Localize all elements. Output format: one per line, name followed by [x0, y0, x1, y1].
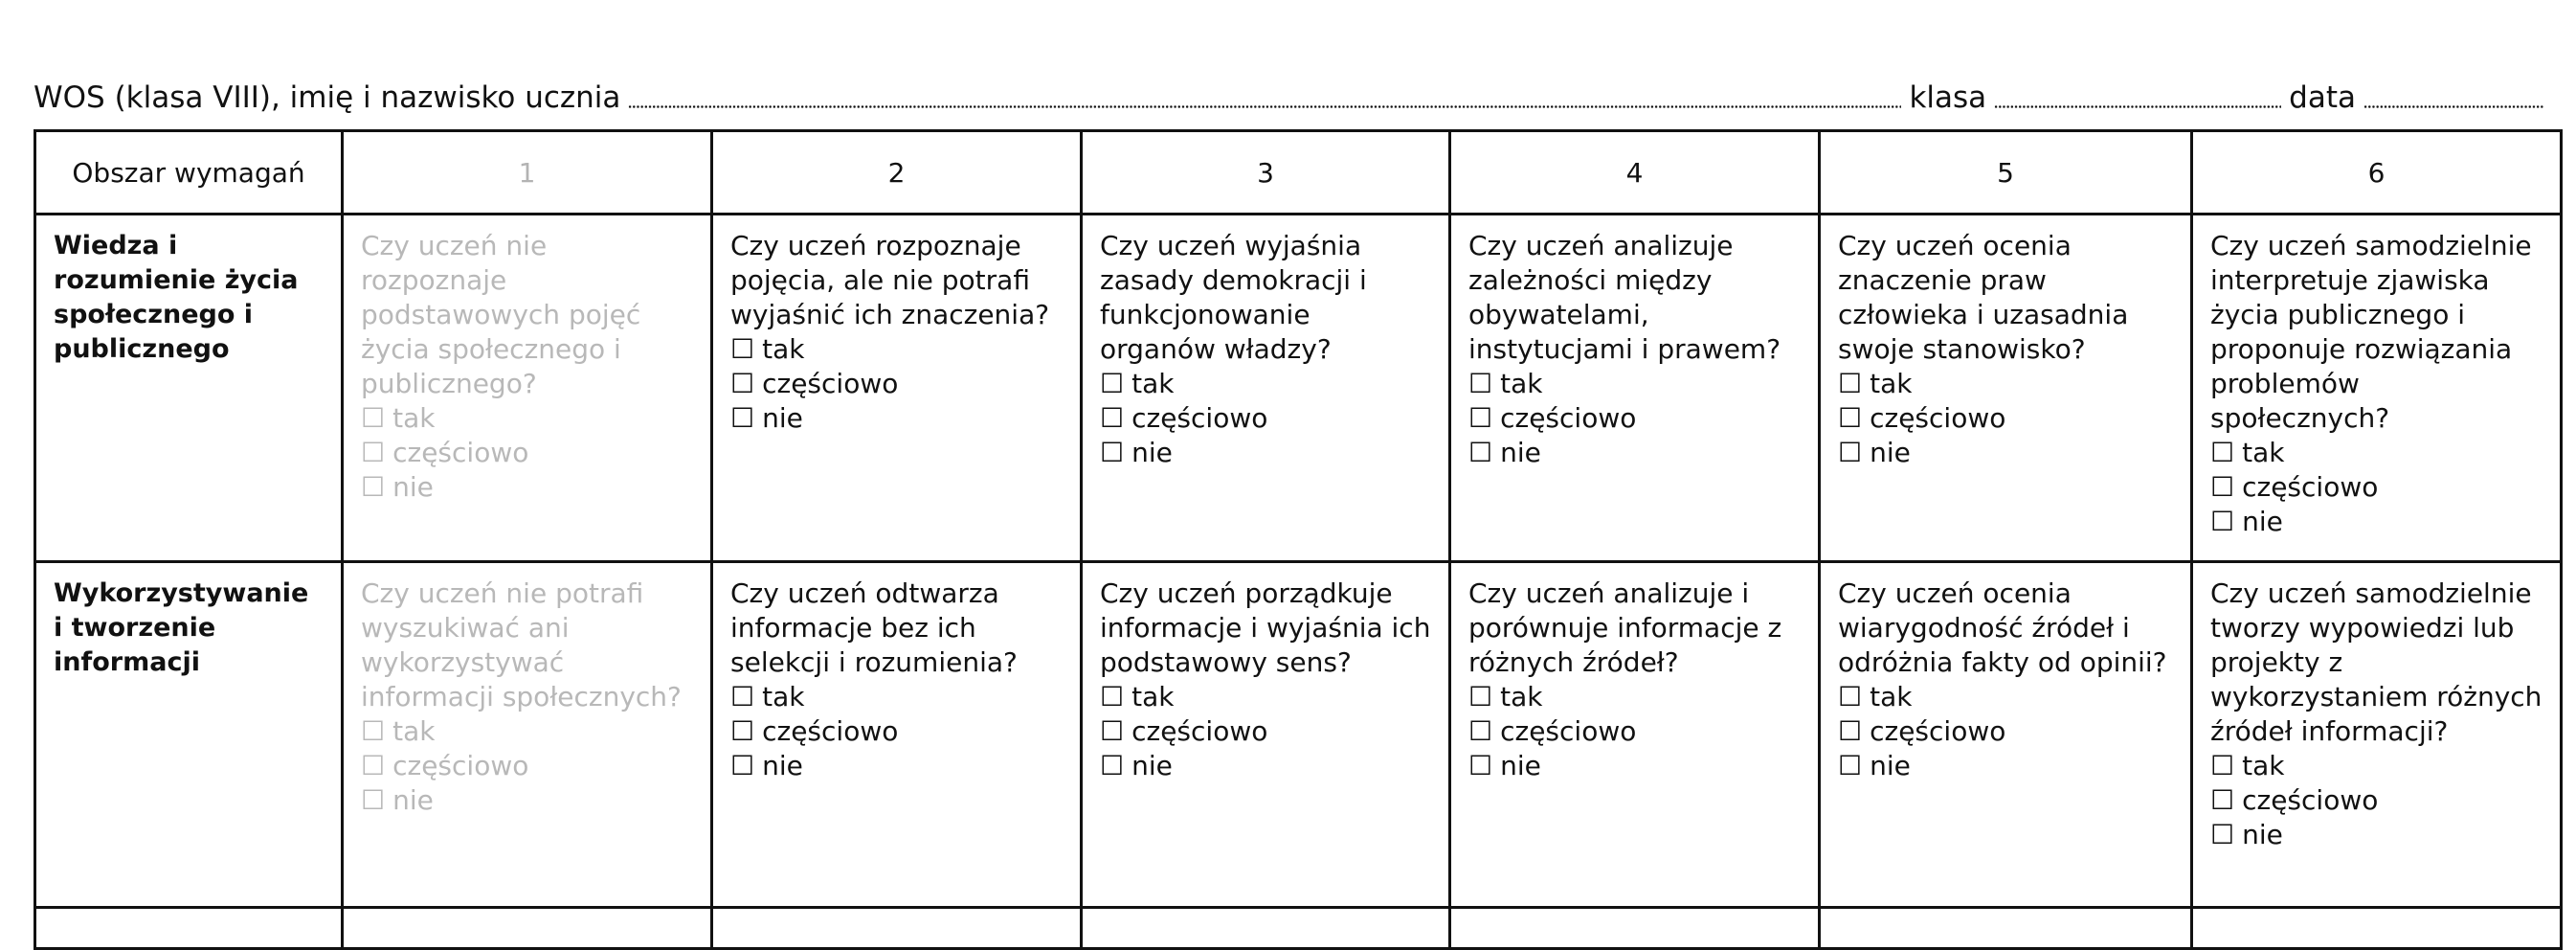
- checkbox-icon[interactable]: ☐: [2210, 784, 2235, 816]
- date-label: data: [2289, 80, 2356, 115]
- option-czesciowo[interactable]: ☐ częściowo: [2210, 471, 2379, 503]
- checkbox-icon[interactable]: ☐: [1838, 750, 1863, 781]
- date-fill-line[interactable]: [2363, 105, 2543, 108]
- table-row: [35, 215, 2562, 562]
- option-nie[interactable]: ☐ nie: [2210, 819, 2283, 850]
- criterion-cell: [1450, 562, 1820, 908]
- column-header-6: 6: [2192, 131, 2562, 215]
- checkbox-icon[interactable]: ☐: [1468, 715, 1493, 747]
- criterion-cell: [1820, 215, 2192, 562]
- checkbox-icon[interactable]: ☐: [361, 471, 386, 503]
- checkbox-icon[interactable]: ☐: [361, 715, 386, 747]
- class-fill-line[interactable]: [1994, 105, 2281, 108]
- option-tak[interactable]: ☐ tak: [1468, 681, 1543, 712]
- option-tak[interactable]: ☐ tak: [1838, 368, 1913, 399]
- student-name-fill-line[interactable]: [628, 105, 1901, 108]
- option-czesciowo[interactable]: ☐ częściowo: [1838, 402, 2006, 434]
- option-nie[interactable]: ☐ nie: [1100, 750, 1173, 781]
- criterion-cell: [712, 215, 1082, 562]
- option-tak[interactable]: ☐ tak: [361, 402, 436, 434]
- checkbox-icon[interactable]: ☐: [1100, 402, 1125, 434]
- criterion-question: Czy uczeń analizuje i porównuje informacje z różnych źródeł?: [1468, 577, 1782, 678]
- criterion-cell: [1820, 562, 2192, 908]
- option-tak[interactable]: ☐ tak: [2210, 750, 2285, 781]
- option-nie[interactable]: ☐ nie: [2210, 506, 2283, 537]
- option-czesciowo[interactable]: ☐ częściowo: [1468, 715, 1637, 747]
- criterion-cell: [1450, 215, 1820, 562]
- option-nie[interactable]: ☐ nie: [1468, 437, 1541, 468]
- column-header-1: 1: [343, 131, 712, 215]
- column-header-2: 2: [712, 131, 1082, 215]
- area-label: Wiedza i rozumienie życia społecznego i publicznego: [54, 231, 299, 364]
- checkbox-icon[interactable]: ☐: [1838, 368, 1863, 399]
- checkbox-icon[interactable]: ☐: [730, 681, 755, 712]
- area-label: Wykorzystywanie i tworzenie informacji: [54, 578, 309, 677]
- option-tak[interactable]: ☐ tak: [1838, 681, 1913, 712]
- worksheet-header: [34, 75, 2543, 117]
- option-tak[interactable]: ☐ tak: [1468, 368, 1543, 399]
- option-nie[interactable]: ☐ nie: [1100, 437, 1173, 468]
- option-nie[interactable]: ☐ nie: [730, 750, 803, 781]
- criterion-cell: [1082, 215, 1450, 562]
- option-tak[interactable]: ☐ tak: [2210, 437, 2285, 468]
- column-header-5: 5: [1820, 131, 2192, 215]
- option-tak[interactable]: ☐ tak: [1100, 368, 1175, 399]
- checkbox-icon[interactable]: ☐: [730, 368, 755, 399]
- option-czesciowo[interactable]: ☐ częściowo: [1100, 402, 1268, 434]
- checkbox-icon[interactable]: ☐: [361, 402, 386, 434]
- option-nie[interactable]: ☐ nie: [1838, 750, 1911, 781]
- table-row-partial: [35, 908, 2562, 949]
- criterion-cell: [1820, 908, 2192, 949]
- criterion-question: Czy uczeń porządkuje informacje i wyjaśnia ich podstawowy sens?: [1100, 577, 1431, 678]
- checkbox-icon[interactable]: ☐: [1100, 437, 1125, 468]
- criterion-cell: [2192, 908, 2562, 949]
- checkbox-icon[interactable]: ☐: [2210, 506, 2235, 537]
- option-czesciowo[interactable]: ☐ częściowo: [1838, 715, 2006, 747]
- checkbox-icon[interactable]: ☐: [1468, 402, 1493, 434]
- area-cell: [35, 215, 343, 562]
- column-header-area: Obszar wymagań: [35, 131, 343, 215]
- checkbox-icon[interactable]: ☐: [1838, 681, 1863, 712]
- criterion-cell: [1082, 908, 1450, 949]
- checkbox-icon[interactable]: ☐: [1468, 437, 1493, 468]
- checkbox-icon[interactable]: ☐: [2210, 750, 2235, 781]
- option-czesciowo[interactable]: ☐ częściowo: [361, 437, 529, 468]
- option-tak[interactable]: ☐ tak: [361, 715, 436, 747]
- criterion-cell: [2192, 562, 2562, 908]
- criterion-cell: [1082, 562, 1450, 908]
- criterion-question: Czy uczeń ocenia wiarygodność źródeł i odróżnia fakty od opinii?: [1838, 577, 2167, 678]
- assessment-table: [34, 129, 2563, 950]
- criterion-cell: [343, 215, 712, 562]
- checkbox-icon[interactable]: ☐: [2210, 819, 2235, 850]
- header-title: WOS (klasa VIII), imię i nazwisko ucznia: [34, 80, 621, 115]
- option-tak[interactable]: ☐ tak: [1100, 681, 1175, 712]
- option-czesciowo[interactable]: ☐ częściowo: [730, 715, 899, 747]
- option-czesciowo[interactable]: ☐ częściowo: [730, 368, 899, 399]
- criterion-question: Czy uczeń wyjaśnia zasady demokracji i funkcjonowanie organów władzy?: [1100, 230, 1367, 365]
- checkbox-icon[interactable]: ☐: [361, 750, 386, 781]
- table-header-row: [35, 131, 2562, 215]
- checkbox-icon[interactable]: ☐: [1468, 681, 1493, 712]
- checkbox-icon[interactable]: ☐: [730, 715, 755, 747]
- criterion-question: Czy uczeń rozpoznaje pojęcia, ale nie potrafi wyjaśnić ich znaczenia?: [730, 230, 1050, 330]
- option-nie[interactable]: ☐ nie: [1838, 437, 1911, 468]
- criterion-question: Czy uczeń ocenia znaczenie praw człowieka i uzasadnia swoje stanowisko?: [1838, 230, 2129, 365]
- checkbox-icon[interactable]: ☐: [1100, 750, 1125, 781]
- checkbox-icon[interactable]: ☐: [2210, 437, 2235, 468]
- checkbox-icon[interactable]: ☐: [1100, 715, 1125, 747]
- checkbox-icon[interactable]: ☐: [1838, 437, 1863, 468]
- option-nie[interactable]: ☐ nie: [730, 402, 803, 434]
- column-header-4: 4: [1450, 131, 1820, 215]
- option-nie[interactable]: ☐ nie: [361, 784, 434, 816]
- checkbox-icon[interactable]: ☐: [730, 402, 755, 434]
- criterion-cell: [712, 562, 1082, 908]
- criterion-question: Czy uczeń odtwarza informacje bez ich selekcji i rozumienia?: [730, 577, 1018, 678]
- table-row: [35, 562, 2562, 908]
- option-tak[interactable]: ☐ tak: [730, 333, 805, 365]
- checkbox-icon[interactable]: ☐: [730, 750, 755, 781]
- column-header-3: 3: [1082, 131, 1450, 215]
- checkbox-icon[interactable]: ☐: [1100, 368, 1125, 399]
- class-label: klasa: [1909, 80, 1987, 115]
- criterion-question: Czy uczeń samodzielnie tworzy wypowiedzi lub projekty z wykorzystaniem różnych źródeł informacji?: [2210, 577, 2542, 747]
- option-czesciowo[interactable]: ☐ częściowo: [361, 750, 529, 781]
- area-cell: [35, 908, 343, 949]
- option-czesciowo[interactable]: ☐ częściowo: [1100, 715, 1268, 747]
- checkbox-icon[interactable]: ☐: [1468, 368, 1493, 399]
- option-czesciowo[interactable]: ☐ częściowo: [1468, 402, 1637, 434]
- option-tak[interactable]: ☐ tak: [730, 681, 805, 712]
- checkbox-icon[interactable]: ☐: [1100, 681, 1125, 712]
- area-cell: [35, 562, 343, 908]
- criterion-question: Czy uczeń nie potrafi wyszukiwać ani wykorzystywać informacji społecznych?: [361, 577, 682, 712]
- criterion-cell: [712, 908, 1082, 949]
- checkbox-icon[interactable]: ☐: [1838, 715, 1863, 747]
- checkbox-icon[interactable]: ☐: [1838, 402, 1863, 434]
- checkbox-icon[interactable]: ☐: [730, 333, 755, 365]
- criterion-question: Czy uczeń samodzielnie interpretuje zjawiska życia publicznego i proponuje rozwiązania problemów społecznych?: [2210, 230, 2532, 434]
- criterion-question: Czy uczeń nie rozpoznaje podstawowych pojęć życia społecznego i publicznego?: [361, 230, 641, 399]
- checkbox-icon[interactable]: ☐: [1468, 750, 1493, 781]
- option-czesciowo[interactable]: ☐ częściowo: [2210, 784, 2379, 816]
- checkbox-icon[interactable]: ☐: [361, 784, 386, 816]
- criterion-question: Czy uczeń analizuje zależności między obywatelami, instytucjami i prawem?: [1468, 230, 1781, 365]
- criterion-cell: [343, 562, 712, 908]
- checkbox-icon[interactable]: ☐: [361, 437, 386, 468]
- criterion-cell: [343, 908, 712, 949]
- criterion-cell: [1450, 908, 1820, 949]
- option-nie[interactable]: ☐ nie: [361, 471, 434, 503]
- option-nie[interactable]: ☐ nie: [1468, 750, 1541, 781]
- checkbox-icon[interactable]: ☐: [2210, 471, 2235, 503]
- criterion-cell: [2192, 215, 2562, 562]
